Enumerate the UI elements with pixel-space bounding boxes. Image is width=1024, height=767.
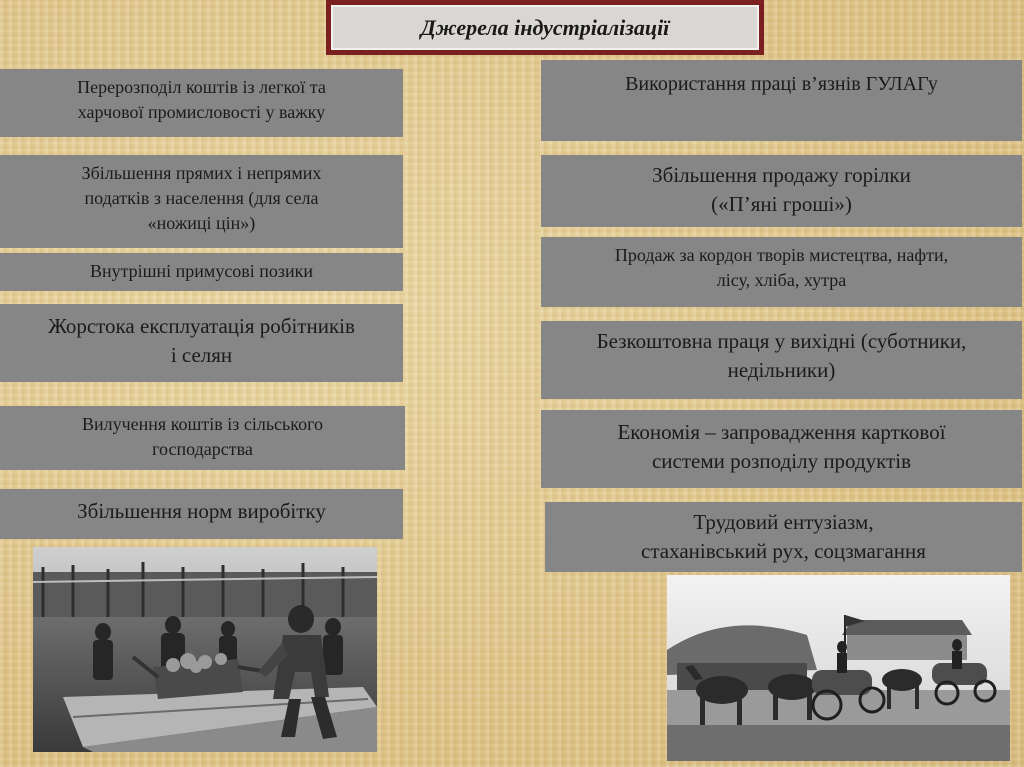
source-box-right-5 xyxy=(541,410,1022,488)
source-text: Збільшення продажу горілки («П’яні гроші») xyxy=(652,163,911,217)
source-box-left-6 xyxy=(0,489,403,539)
source-text: Вилучення коштів із сільського господарства xyxy=(81,414,324,460)
source-box-left-5 xyxy=(0,406,405,470)
source-text: Трудовий ентузіазм, стаханівський рух, соцзмагання xyxy=(641,510,926,564)
horse-carts-photo xyxy=(667,575,1010,761)
source-text: Збільшення норм виробітку xyxy=(77,499,326,523)
source-box-right-3 xyxy=(541,237,1022,307)
source-text: Безкоштовна праця у вихідні (суботники, недільники) xyxy=(596,329,967,383)
source-box-left-1 xyxy=(0,69,403,137)
title-banner xyxy=(326,0,764,55)
source-box-right-4 xyxy=(541,321,1022,399)
source-box-left-4 xyxy=(0,304,403,382)
source-text: Продаж за кордон творів мистецтва, нафти, лісу, хліба, хутра xyxy=(614,245,949,291)
source-text: Використання праці в’язнів ГУЛАГу xyxy=(625,73,938,95)
source-box-left-3 xyxy=(0,253,403,291)
source-text: Перерозподіл коштів із легкої та харчової промисловості у важку xyxy=(77,77,326,123)
source-box-right-1 xyxy=(541,60,1022,141)
source-text: Внутрішні примусові позики xyxy=(89,261,314,281)
source-box-right-6 xyxy=(545,502,1022,572)
workers-photo xyxy=(33,547,377,752)
source-text: Жорстока експлуатація робітників і селян xyxy=(48,314,355,368)
page-title: Джерела індустріалізації xyxy=(331,5,759,50)
workers-photo-illustration xyxy=(33,547,377,752)
source-text: Економія – запровадження карткової системи розподілу продуктів xyxy=(617,420,946,474)
horse-carts-photo-illustration xyxy=(667,575,1010,761)
source-box-right-2 xyxy=(541,155,1022,227)
source-text: Збільшення прямих і непрямих податків з населення (для села «ножиці цін») xyxy=(81,163,322,234)
source-box-left-2 xyxy=(0,155,403,248)
